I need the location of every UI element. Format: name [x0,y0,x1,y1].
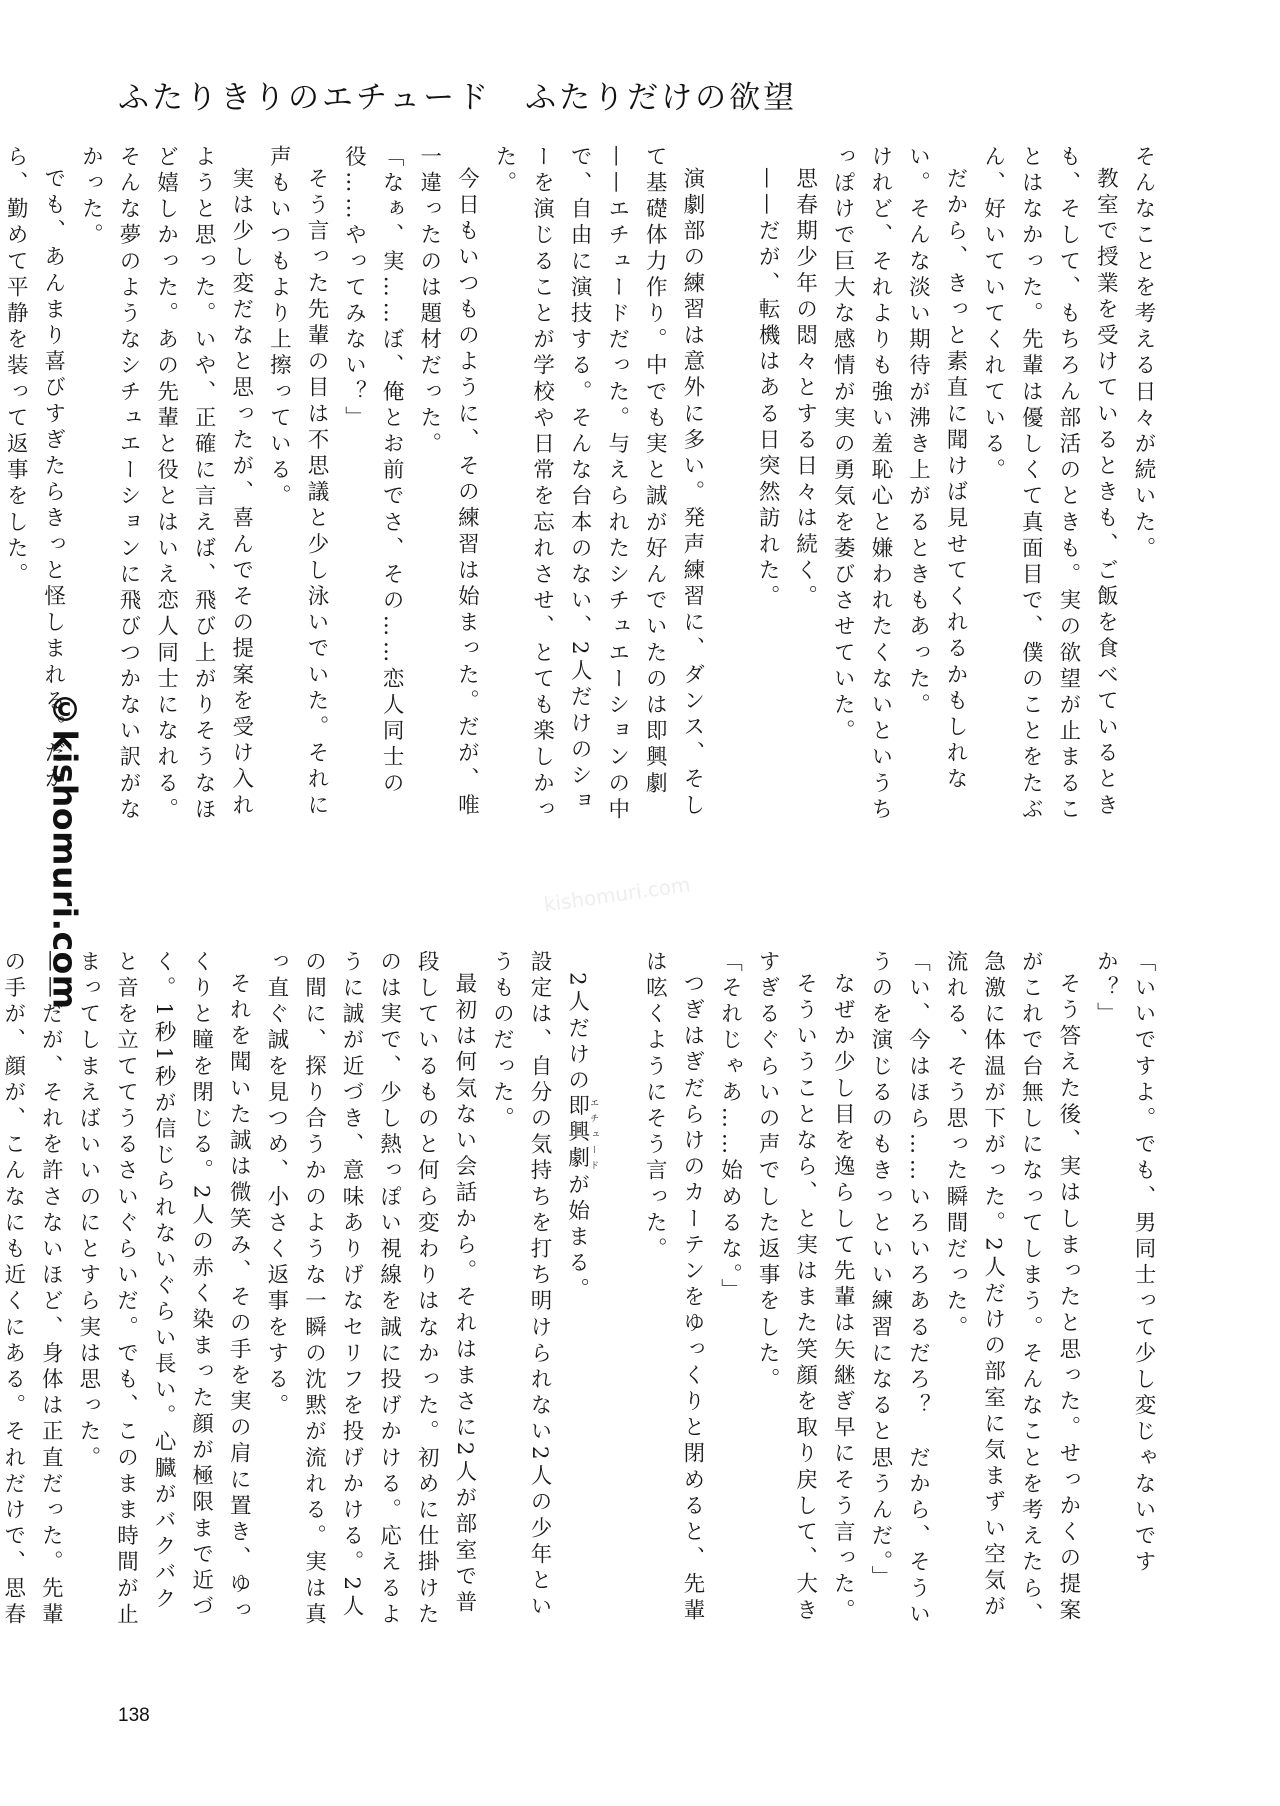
ruby-annotation [564,1094,599,1173]
side-watermark-text: ©kishomuri.com [45,690,85,1010]
paragraph: そういうことなら、と実はまた笑顔を取り戻して、大きすぎるぐらいの声でした返事をした。 [755,950,818,1624]
blank-line [711,145,749,825]
paragraph: 思春期少年の悶々とする日々は続く。 [792,166,818,611]
page-number: 138 [118,1705,150,1726]
paragraph: ——だが、それを許さないほど、身体は正直だった。先輩の手が、顔が、こんなにも近くにある。それだけで、思春 [0,950,64,1629]
text-block-bottom [0,950,1162,1630]
dialogue: 「いいですよ。でも、男同士って少し変じゃないですか？」 [1093,950,1156,1577]
paragraph: 教室で授業を受けているときも、ご飯を食べているときも、そして、もちろん部活のときも。実の欲望が止まることはなかった。先輩は優しくて真面目で、僕のことをたぶん、好いていてくれている。 [980,145,1119,824]
ruby-base-text: 即興劇 [564,1094,590,1173]
blank-line [598,950,636,1630]
ruby-reading: エチュード [588,1094,599,1173]
paragraph-with-ruby [558,950,598,1630]
ruby-trail-text: が始まる。 [564,1172,590,1303]
series-title: ふたりきりのエチュード [118,80,492,116]
paragraph: 設定は、自分の気持ちを打ち明けられない2人の少年というものだった。 [489,950,552,1621]
paragraph: 実は少し変だなと思ったが、喜んでその提案を受け入れようと思った。いや、正確に言えば、飛び上がりそうなほど嬉しかった。あの先輩と役とはいえ恋人同士になれる。そんな夢のようなシチュエーションに飛びつかない訳がなかった。 [78,145,254,824]
text-block-top [3,145,1162,825]
paragraph: 最初は何気ない会話から。それはまさに2人が部室で普段しているものと何ら変わりはなかった。初めに仕掛けたのは実で、少し熱っぽい視線を誠に投げかける。応えるように誠が近づき、意味ありげなセリフを投げかける。2人の間に、探り合うかのような一瞬の沈黙が流れる。実は真っ直ぐ誠を見つめ、小さく返事をする。 [263,950,477,1629]
dialogue: 「い、今はほら……いろいろあるだろ？ だから、そういうのを演じるのもきっといい練習になると思うんだ。」 [867,950,931,1629]
chapter-title: ふたりだけの欲望 [525,80,798,116]
paragraph: でも、あんまり喜びすぎたらきっと怪しまれる。だから、勤めて平静を装って返事をした。 [3,145,66,793]
faint-watermark: kishomuri.com [542,872,692,917]
dialogue: 「なぁ、実……ぼ、俺とお前でさ、その……恋人同士の役……やってみない？」 [341,145,405,798]
paragraph: そう言った先輩の目は不思議と少し泳いでいた。それに声もいつもより上擦っている。 [266,145,329,819]
dialogue: 「それじゃあ……始めるな。」 [717,950,743,1305]
paragraph: 演劇部の練習は意外に多い。発声練習に、ダンス、そして基礎体力作り。中でも実と誠が好んでいたのは即興劇——エチュードだった。与えられたシチュエーションの中で、自由に演技する。そんな台本のない、2人だけのショーを演じることが学校や日常を忘れさせ、とても楽しかった。 [491,145,705,824]
paragraph: つぎはぎだらけのカーテンをゆっくりと閉めると、先輩は呟くようにそう言った。 [642,950,705,1624]
paragraph: けれど、それよりも強い羞恥心と嫌われたくないというちっぽけで巨大な感情が実の勇気を萎びさせていた。 [830,145,893,824]
paragraph: そんなことを考える日々が続いた。 [1131,145,1156,563]
paragraph: そう答えた後、実はしまったと思った。せっかくの提案がこれで台無しになってしまう。そんなことを考えたら、急激に体温が下がった。2人だけの部室に気まずい空気が流れる、そう思った瞬間だった。 [943,950,1081,1629]
paragraph: 今日もいつものように、その練習は始まった。だが、唯一違ったのは題材だった。 [416,145,480,819]
paragraph: ——だが、転機はある日突然訪れた。 [755,166,781,611]
paragraph: なぜか少し目を逸らして先輩は矢継ぎ早にそう言った。 [830,971,856,1624]
paragraph: それを聞いた誠は微笑み、その手を実の肩に置き、ゆっくりと瞳を閉じる。2人の赤く染まった顔が極限まで近づく。1秒1秒が信じられないぐらい長い。心臓がバクバクと音を立ててうるさいぐらいだ。でも、このまま時間が止まってしまえばいいのにとすら実は思った。 [75,950,252,1629]
paragraph: だから、きっと素直に聞けば見せてくれるかもしれない。そんな淡い期待が沸き上がるときもあった。 [905,145,969,793]
page-title [118,72,878,122]
ruby-lead-text: 2人だけの [564,971,590,1095]
